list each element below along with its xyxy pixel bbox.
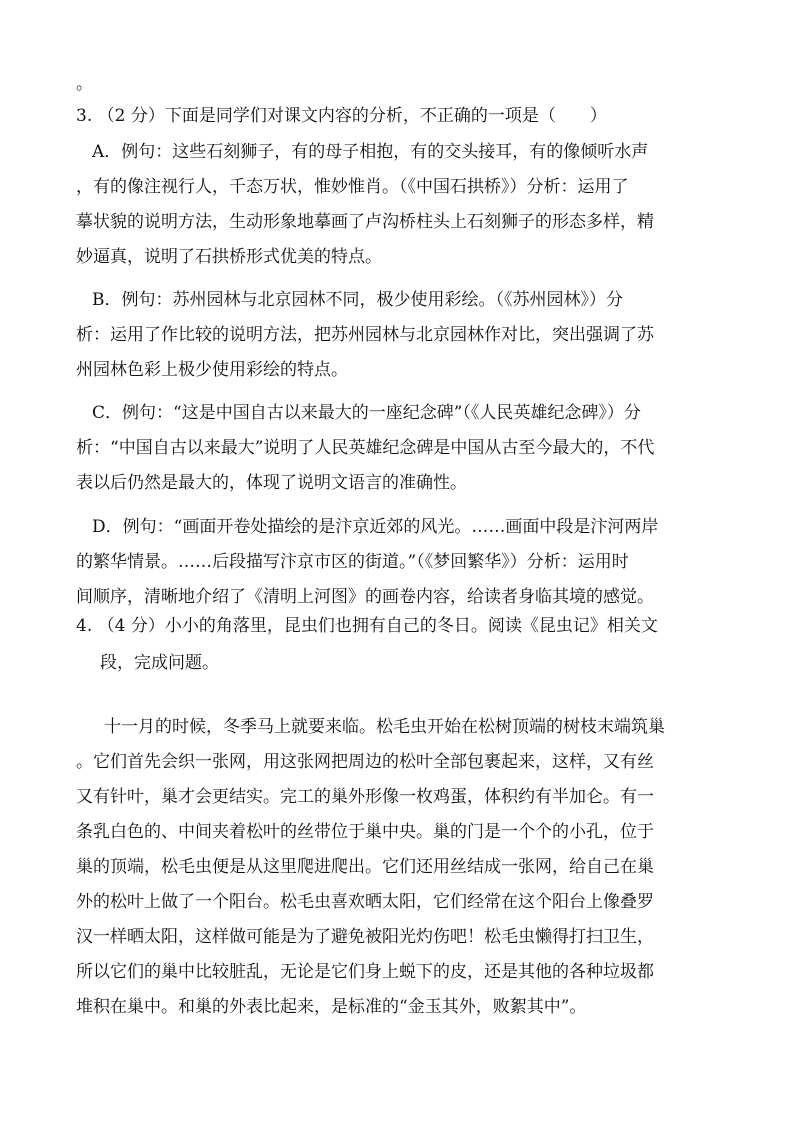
question-3-heading: 3. （2 分）下面是同学们对课文内容的分析，不正确的一项是（ ） (76, 106, 607, 126)
option-d-line-3: 间顺序，清晰地介绍了《清明上河图》的画卷内容，给读者身临其境的感觉。 (76, 587, 654, 607)
option-a-line-2: ，有的像注视行人，千态万状，惟妙惟肖。（《中国石拱桥》）分析：运用了 (76, 177, 629, 197)
passage-line-6: 外的松叶上做了一个阳台。松毛虫喜欢晒太阳，它们经常在这个阳台上像叠罗 (76, 892, 654, 912)
option-a-line-4: 妙逼真，说明了石拱桥形式优美的特点。 (76, 247, 382, 267)
passage-line-3: 又有针叶，巢才会更结实。完工的巢外形像一枚鸡蛋，体积约有半加仑。有一 (76, 787, 654, 807)
passage-line-1: 十一月的时候，冬季马上就要来临。松毛虫开始在松树顶端的树枝末端筑巢 (104, 717, 665, 737)
passage-line-7: 汉一样晒太阳，这样做可能是为了避免被阳光灼伤吧！松毛虫懒得打扫卫生， (76, 927, 654, 947)
question-4-heading: 4. （4 分）小小的角落里，昆虫们也拥有自己的冬日。阅读《昆虫记》相关文 (76, 616, 658, 636)
option-c-line-2: 析：“中国自古以来最大”说明了人民英雄纪念碑是中国从古至今最大的，不代 (76, 438, 655, 458)
passage-line-2: 。它们首先会织一张网，用这张网把周边的松叶全部包裹起来，这样，又有丝 (76, 752, 654, 772)
option-b-line-1: B．例句：苏州园林与北京园林不同，极少使用彩绘。（《苏州园林》）分 (92, 290, 623, 310)
option-d-line-2: 的繁华情景。……后段描写汴京市区的街道。”（《梦回繁华》）分析：运用时 (76, 552, 629, 572)
option-b-line-3: 州园林色彩上极少使用彩绘的特点。 (76, 360, 348, 380)
option-a-line-1: A．例句：这些石刻狮子，有的母子相抱，有的交头接耳，有的像倾听水声 (92, 142, 649, 162)
option-d-line-1: D．例句：“画面开卷处描绘的是汴京近郊的风光。……画面中段是汴河两岸 (92, 517, 659, 537)
question-4-heading-cont: 段，完成问题。 (100, 653, 219, 673)
text-line-fragment: 。 (76, 74, 93, 94)
option-c-line-1: C．例句：“这是中国自古以来最大的一座纪念碑”（《人民英雄纪念碑》）分 (92, 403, 641, 423)
passage-line-5: 巢的顶端，松毛虫便是从这里爬进爬出。它们还用丝结成一张网，给自己在巢 (76, 857, 654, 877)
option-c-line-3: 表以后仍然是最大的，体现了说明文语言的准确性。 (76, 473, 467, 493)
option-a-line-3: 摹状貌的说明方法，生动形象地摹画了卢沟桥柱头上石刻狮子的形态多样，精 (76, 212, 654, 232)
passage-line-8: 所以它们的巢中比较脏乱，无论是它们身上蜕下的皮，还是其他的各种垃圾都 (76, 962, 654, 982)
passage-line-4: 条乳白色的、中间夹着松叶的丝带位于巢中央。巢的门是一个个的小孔，位于 (76, 822, 654, 842)
passage-line-9: 堆积在巢中。和巢的外表比起来，是标准的“金玉其外，败絮其中”。 (76, 997, 587, 1017)
option-b-line-2: 析：运用了作比较的说明方法，把苏州园林与北京园林作对比，突出强调了苏 (76, 325, 654, 345)
